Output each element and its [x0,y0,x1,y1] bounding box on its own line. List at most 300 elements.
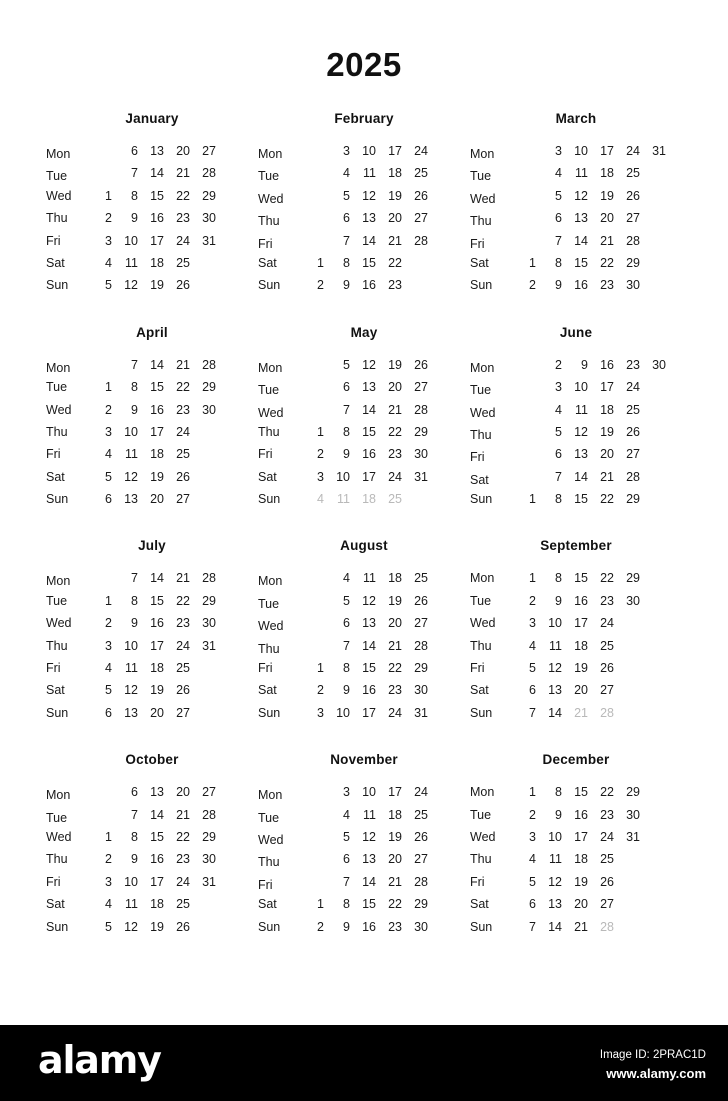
day-cell[interactable]: 10 [574,380,588,395]
day-cell[interactable]: 26 [176,683,190,698]
day-cell[interactable]: 18 [574,852,588,867]
day-cell[interactable]: 28 [626,469,640,484]
day-cell[interactable]: 26 [176,469,190,484]
day-cell[interactable]: 4 [343,807,350,822]
day-cell[interactable]: 12 [124,469,138,484]
day-cell[interactable]: 9 [555,278,562,293]
day-cell[interactable]: 16 [574,593,588,608]
day-cell[interactable]: 22 [388,255,402,270]
day-cell[interactable]: 1 [105,829,112,844]
day-cell[interactable]: 23 [176,616,190,631]
day-cell[interactable]: 7 [131,571,138,586]
day-cell[interactable]: 2 [529,807,536,822]
day-cell[interactable]: 19 [388,829,402,844]
day-cell[interactable]: 5 [105,278,112,293]
day-cell[interactable]: 13 [150,144,164,158]
day-cell[interactable]: 6 [529,897,536,912]
day-cell[interactable]: 17 [362,469,376,484]
day-cell[interactable]: 17 [600,380,614,395]
day-cell[interactable]: 31 [414,469,428,484]
day-cell[interactable]: 14 [574,233,588,248]
day-cell[interactable]: 15 [150,188,164,203]
day-cell[interactable]: 4 [343,571,350,586]
day-cell[interactable]: 6 [343,852,350,867]
day-cell[interactable]: 6 [555,211,562,226]
day-cell[interactable]: 9 [555,593,562,608]
day-cell[interactable]: 8 [555,255,562,270]
day-cell[interactable]: 5 [105,469,112,484]
day-cell[interactable]: 7 [529,705,536,720]
day-cell[interactable]: 27 [176,492,190,507]
day-cell[interactable]: 29 [414,897,428,912]
day-cell[interactable]: 25 [388,492,402,507]
day-cell[interactable]: 8 [343,424,350,439]
day-cell[interactable]: 19 [574,661,588,676]
day-cell[interactable]: 3 [529,616,536,631]
day-cell[interactable]: 21 [600,233,614,248]
day-cell[interactable]: 7 [131,357,138,372]
day-cell[interactable]: 28 [202,807,216,822]
day-cell[interactable]: 18 [150,661,164,676]
day-cell[interactable]: 31 [202,874,216,889]
day-cell[interactable]: 29 [202,380,216,395]
day-cell[interactable]: 28 [414,638,428,653]
day-cell[interactable]: 20 [574,683,588,698]
day-cell[interactable]: 16 [150,402,164,417]
day-cell[interactable]: 11 [575,166,588,181]
day-cell[interactable]: 9 [131,211,138,226]
day-cell[interactable]: 20 [176,785,190,800]
day-cell[interactable]: 17 [150,424,164,439]
day-cell[interactable]: 7 [343,874,350,889]
day-cell[interactable]: 1 [529,571,536,586]
day-cell[interactable]: 10 [574,144,588,158]
day-cell[interactable]: 31 [414,705,428,720]
day-cell[interactable]: 3 [105,874,112,889]
day-cell[interactable]: 18 [150,447,164,462]
day-cell[interactable]: 2 [105,852,112,867]
day-cell[interactable]: 11 [363,807,376,822]
day-cell[interactable]: 15 [362,661,376,676]
day-cell[interactable]: 18 [388,807,402,822]
day-cell[interactable]: 5 [529,874,536,889]
day-cell[interactable]: 16 [362,447,376,462]
day-cell[interactable]: 20 [388,211,402,226]
day-cell[interactable]: 24 [600,616,614,631]
day-cell[interactable]: 22 [176,593,190,608]
day-cell[interactable]: 26 [414,188,428,203]
day-cell[interactable]: 1 [529,255,536,270]
day-cell[interactable]: 14 [362,874,376,889]
day-cell[interactable]: 25 [176,661,190,676]
day-cell[interactable]: 4 [555,166,562,181]
day-cell[interactable]: 3 [555,144,562,158]
day-cell[interactable]: 18 [150,255,164,270]
day-cell[interactable]: 24 [176,638,190,653]
day-cell[interactable]: 23 [600,593,614,608]
day-cell[interactable]: 27 [414,616,428,631]
day-cell[interactable]: 25 [600,852,614,867]
day-cell[interactable]: 3 [343,785,350,800]
day-cell[interactable]: 30 [626,593,640,608]
day-cell[interactable]: 9 [343,919,350,934]
day-cell[interactable]: 20 [600,211,614,226]
day-cell[interactable]: 26 [176,919,190,934]
day-cell[interactable]: 27 [600,683,614,698]
day-cell[interactable]: 6 [105,705,112,720]
day-cell[interactable]: 2 [317,919,324,934]
day-cell[interactable]: 4 [105,447,112,462]
day-cell[interactable]: 21 [388,874,402,889]
day-cell[interactable]: 27 [626,211,640,226]
day-cell[interactable]: 20 [388,380,402,395]
day-cell[interactable]: 25 [176,255,190,270]
day-cell[interactable]: 12 [362,188,376,203]
day-cell[interactable]: 28 [202,357,216,372]
day-cell[interactable]: 22 [176,829,190,844]
day-cell[interactable]: 26 [176,278,190,293]
day-cell[interactable]: 18 [574,638,588,653]
day-cell[interactable]: 28 [626,233,640,248]
day-cell[interactable]: 5 [343,829,350,844]
day-cell[interactable]: 4 [555,402,562,417]
day-cell[interactable]: 6 [343,211,350,226]
day-cell[interactable]: 30 [202,852,216,867]
day-cell[interactable]: 19 [150,469,164,484]
day-cell[interactable]: 29 [414,424,428,439]
day-cell[interactable]: 4 [105,661,112,676]
day-cell[interactable]: 15 [574,492,588,507]
day-cell[interactable]: 8 [555,785,562,800]
day-cell[interactable]: 2 [105,211,112,226]
day-cell[interactable]: 3 [529,829,536,844]
day-cell[interactable]: 11 [337,492,350,507]
day-cell[interactable]: 23 [388,278,402,293]
day-cell[interactable]: 23 [626,357,640,372]
day-cell[interactable]: 3 [555,380,562,395]
day-cell[interactable]: 4 [317,492,324,507]
day-cell[interactable]: 10 [548,616,562,631]
day-cell[interactable]: 19 [388,188,402,203]
day-cell[interactable]: 1 [105,593,112,608]
day-cell[interactable]: 2 [529,593,536,608]
day-cell[interactable]: 9 [555,807,562,822]
day-cell[interactable]: 6 [529,683,536,698]
day-cell[interactable]: 1 [105,188,112,203]
day-cell[interactable]: 26 [600,661,614,676]
day-cell[interactable]: 17 [362,705,376,720]
day-cell[interactable]: 1 [529,492,536,507]
day-cell[interactable]: 14 [150,807,164,822]
day-cell[interactable]: 26 [414,829,428,844]
day-cell[interactable]: 16 [574,807,588,822]
day-cell[interactable]: 28 [414,233,428,248]
day-cell[interactable]: 4 [343,166,350,181]
day-cell[interactable]: 7 [343,402,350,417]
day-cell[interactable]: 12 [574,188,588,203]
day-cell[interactable]: 20 [600,447,614,462]
day-cell[interactable]: 26 [414,357,428,372]
day-cell[interactable]: 8 [555,571,562,586]
day-cell[interactable]: 21 [600,469,614,484]
day-cell[interactable]: 28 [600,919,614,934]
day-cell[interactable]: 20 [574,897,588,912]
day-cell[interactable]: 13 [124,492,138,507]
day-cell[interactable]: 31 [626,829,640,844]
day-cell[interactable]: 11 [549,852,562,867]
alamy-url[interactable]: www.alamy.com [606,1066,706,1082]
day-cell[interactable]: 20 [176,144,190,158]
day-cell[interactable]: 2 [317,447,324,462]
day-cell[interactable]: 24 [414,785,428,800]
day-cell[interactable]: 19 [150,919,164,934]
day-cell[interactable]: 11 [549,638,562,653]
day-cell[interactable]: 27 [414,380,428,395]
day-cell[interactable]: 5 [529,661,536,676]
day-cell[interactable]: 15 [150,380,164,395]
day-cell[interactable]: 22 [176,188,190,203]
day-cell[interactable]: 5 [343,188,350,203]
day-cell[interactable]: 18 [362,492,376,507]
day-cell[interactable]: 13 [362,616,376,631]
day-cell[interactable]: 26 [600,874,614,889]
day-cell[interactable]: 14 [362,402,376,417]
day-cell[interactable]: 3 [105,638,112,653]
day-cell[interactable]: 18 [600,402,614,417]
day-cell[interactable]: 29 [414,661,428,676]
day-cell[interactable]: 3 [105,233,112,248]
day-cell[interactable]: 16 [150,616,164,631]
day-cell[interactable]: 6 [555,447,562,462]
day-cell[interactable]: 1 [317,255,324,270]
day-cell[interactable]: 7 [343,638,350,653]
day-cell[interactable]: 16 [362,683,376,698]
day-cell[interactable]: 21 [388,638,402,653]
day-cell[interactable]: 11 [575,402,588,417]
day-cell[interactable]: 15 [362,424,376,439]
day-cell[interactable]: 19 [574,874,588,889]
day-cell[interactable]: 8 [131,593,138,608]
day-cell[interactable]: 23 [388,683,402,698]
day-cell[interactable]: 28 [414,402,428,417]
day-cell[interactable]: 30 [414,683,428,698]
day-cell[interactable]: 25 [176,897,190,912]
day-cell[interactable]: 7 [343,233,350,248]
day-cell[interactable]: 24 [388,705,402,720]
day-cell[interactable]: 28 [600,705,614,720]
day-cell[interactable]: 25 [626,402,640,417]
day-cell[interactable]: 26 [626,424,640,439]
day-cell[interactable]: 3 [105,424,112,439]
day-cell[interactable]: 30 [414,447,428,462]
day-cell[interactable]: 12 [574,424,588,439]
day-cell[interactable]: 27 [202,144,216,158]
day-cell[interactable]: 11 [363,571,376,586]
day-cell[interactable]: 1 [317,897,324,912]
day-cell[interactable]: 5 [105,919,112,934]
day-cell[interactable]: 23 [176,402,190,417]
day-cell[interactable]: 27 [202,785,216,800]
day-cell[interactable]: 10 [362,144,376,158]
day-cell[interactable]: 1 [105,380,112,395]
day-cell[interactable]: 12 [548,874,562,889]
day-cell[interactable]: 17 [150,638,164,653]
day-cell[interactable]: 24 [388,469,402,484]
day-cell[interactable]: 10 [124,233,138,248]
day-cell[interactable]: 12 [362,829,376,844]
day-cell[interactable]: 21 [574,919,588,934]
day-cell[interactable]: 25 [600,638,614,653]
day-cell[interactable]: 4 [105,255,112,270]
day-cell[interactable]: 22 [388,897,402,912]
day-cell[interactable]: 8 [131,380,138,395]
day-cell[interactable]: 9 [343,447,350,462]
day-cell[interactable]: 2 [317,278,324,293]
day-cell[interactable]: 23 [600,278,614,293]
day-cell[interactable]: 24 [176,233,190,248]
day-cell[interactable]: 15 [362,255,376,270]
day-cell[interactable]: 10 [548,829,562,844]
day-cell[interactable]: 17 [150,233,164,248]
day-cell[interactable]: 24 [414,144,428,158]
day-cell[interactable]: 19 [388,357,402,372]
day-cell[interactable]: 24 [176,874,190,889]
day-cell[interactable]: 17 [574,616,588,631]
day-cell[interactable]: 15 [150,829,164,844]
day-cell[interactable]: 30 [202,616,216,631]
day-cell[interactable]: 5 [555,188,562,203]
day-cell[interactable]: 30 [414,919,428,934]
day-cell[interactable]: 25 [626,166,640,181]
day-cell[interactable]: 21 [176,357,190,372]
day-cell[interactable]: 29 [626,492,640,507]
day-cell[interactable]: 10 [124,424,138,439]
day-cell[interactable]: 13 [574,211,588,226]
day-cell[interactable]: 7 [131,166,138,181]
day-cell[interactable]: 14 [548,919,562,934]
day-cell[interactable]: 12 [124,919,138,934]
day-cell[interactable]: 24 [626,380,640,395]
day-cell[interactable]: 6 [343,616,350,631]
day-cell[interactable]: 31 [202,638,216,653]
day-cell[interactable]: 10 [336,705,350,720]
day-cell[interactable]: 28 [202,571,216,586]
day-cell[interactable]: 21 [388,233,402,248]
day-cell[interactable]: 19 [600,424,614,439]
day-cell[interactable]: 8 [131,188,138,203]
day-cell[interactable]: 13 [362,380,376,395]
day-cell[interactable]: 12 [362,593,376,608]
day-cell[interactable]: 1 [317,661,324,676]
day-cell[interactable]: 30 [626,278,640,293]
day-cell[interactable]: 21 [176,807,190,822]
day-cell[interactable]: 5 [555,424,562,439]
day-cell[interactable]: 24 [600,829,614,844]
day-cell[interactable]: 4 [529,852,536,867]
day-cell[interactable]: 17 [574,829,588,844]
day-cell[interactable]: 8 [343,255,350,270]
day-cell[interactable]: 13 [362,852,376,867]
day-cell[interactable]: 18 [388,571,402,586]
day-cell[interactable]: 16 [574,278,588,293]
day-cell[interactable]: 26 [626,188,640,203]
day-cell[interactable]: 17 [150,874,164,889]
day-cell[interactable]: 27 [414,852,428,867]
day-cell[interactable]: 10 [362,785,376,800]
day-cell[interactable]: 17 [388,144,402,158]
day-cell[interactable]: 13 [548,683,562,698]
day-cell[interactable]: 21 [388,402,402,417]
day-cell[interactable]: 14 [150,166,164,181]
day-cell[interactable]: 13 [574,447,588,462]
day-cell[interactable]: 16 [150,852,164,867]
day-cell[interactable]: 2 [529,278,536,293]
day-cell[interactable]: 3 [317,469,324,484]
day-cell[interactable]: 13 [124,705,138,720]
day-cell[interactable]: 17 [600,144,614,158]
day-cell[interactable]: 18 [150,897,164,912]
day-cell[interactable]: 13 [548,897,562,912]
day-cell[interactable]: 22 [600,255,614,270]
day-cell[interactable]: 22 [600,785,614,800]
day-cell[interactable]: 29 [202,829,216,844]
day-cell[interactable]: 22 [388,661,402,676]
day-cell[interactable]: 30 [202,211,216,226]
day-cell[interactable]: 22 [388,424,402,439]
day-cell[interactable]: 15 [574,255,588,270]
day-cell[interactable]: 14 [548,705,562,720]
day-cell[interactable]: 16 [600,357,614,372]
day-cell[interactable]: 5 [105,683,112,698]
day-cell[interactable]: 4 [105,897,112,912]
day-cell[interactable]: 11 [363,166,376,181]
day-cell[interactable]: 14 [150,571,164,586]
day-cell[interactable]: 2 [105,402,112,417]
day-cell[interactable]: 3 [343,144,350,158]
day-cell[interactable]: 25 [414,571,428,586]
day-cell[interactable]: 30 [652,357,666,372]
day-cell[interactable]: 30 [626,807,640,822]
day-cell[interactable]: 22 [600,571,614,586]
day-cell[interactable]: 31 [652,144,666,158]
day-cell[interactable]: 27 [414,211,428,226]
day-cell[interactable]: 12 [124,683,138,698]
day-cell[interactable]: 18 [600,166,614,181]
day-cell[interactable]: 9 [131,616,138,631]
day-cell[interactable]: 19 [150,683,164,698]
day-cell[interactable]: 11 [125,447,138,462]
day-cell[interactable]: 11 [125,897,138,912]
day-cell[interactable]: 3 [317,705,324,720]
day-cell[interactable]: 14 [574,469,588,484]
day-cell[interactable]: 12 [548,661,562,676]
day-cell[interactable]: 2 [317,683,324,698]
day-cell[interactable]: 14 [362,233,376,248]
day-cell[interactable]: 17 [388,785,402,800]
day-cell[interactable]: 13 [150,785,164,800]
day-cell[interactable]: 14 [150,357,164,372]
day-cell[interactable]: 20 [150,492,164,507]
day-cell[interactable]: 7 [555,469,562,484]
day-cell[interactable]: 5 [343,593,350,608]
day-cell[interactable]: 10 [336,469,350,484]
day-cell[interactable]: 23 [388,447,402,462]
day-cell[interactable]: 4 [529,638,536,653]
day-cell[interactable]: 26 [414,593,428,608]
day-cell[interactable]: 20 [150,705,164,720]
day-cell[interactable]: 16 [362,919,376,934]
day-cell[interactable]: 7 [555,233,562,248]
